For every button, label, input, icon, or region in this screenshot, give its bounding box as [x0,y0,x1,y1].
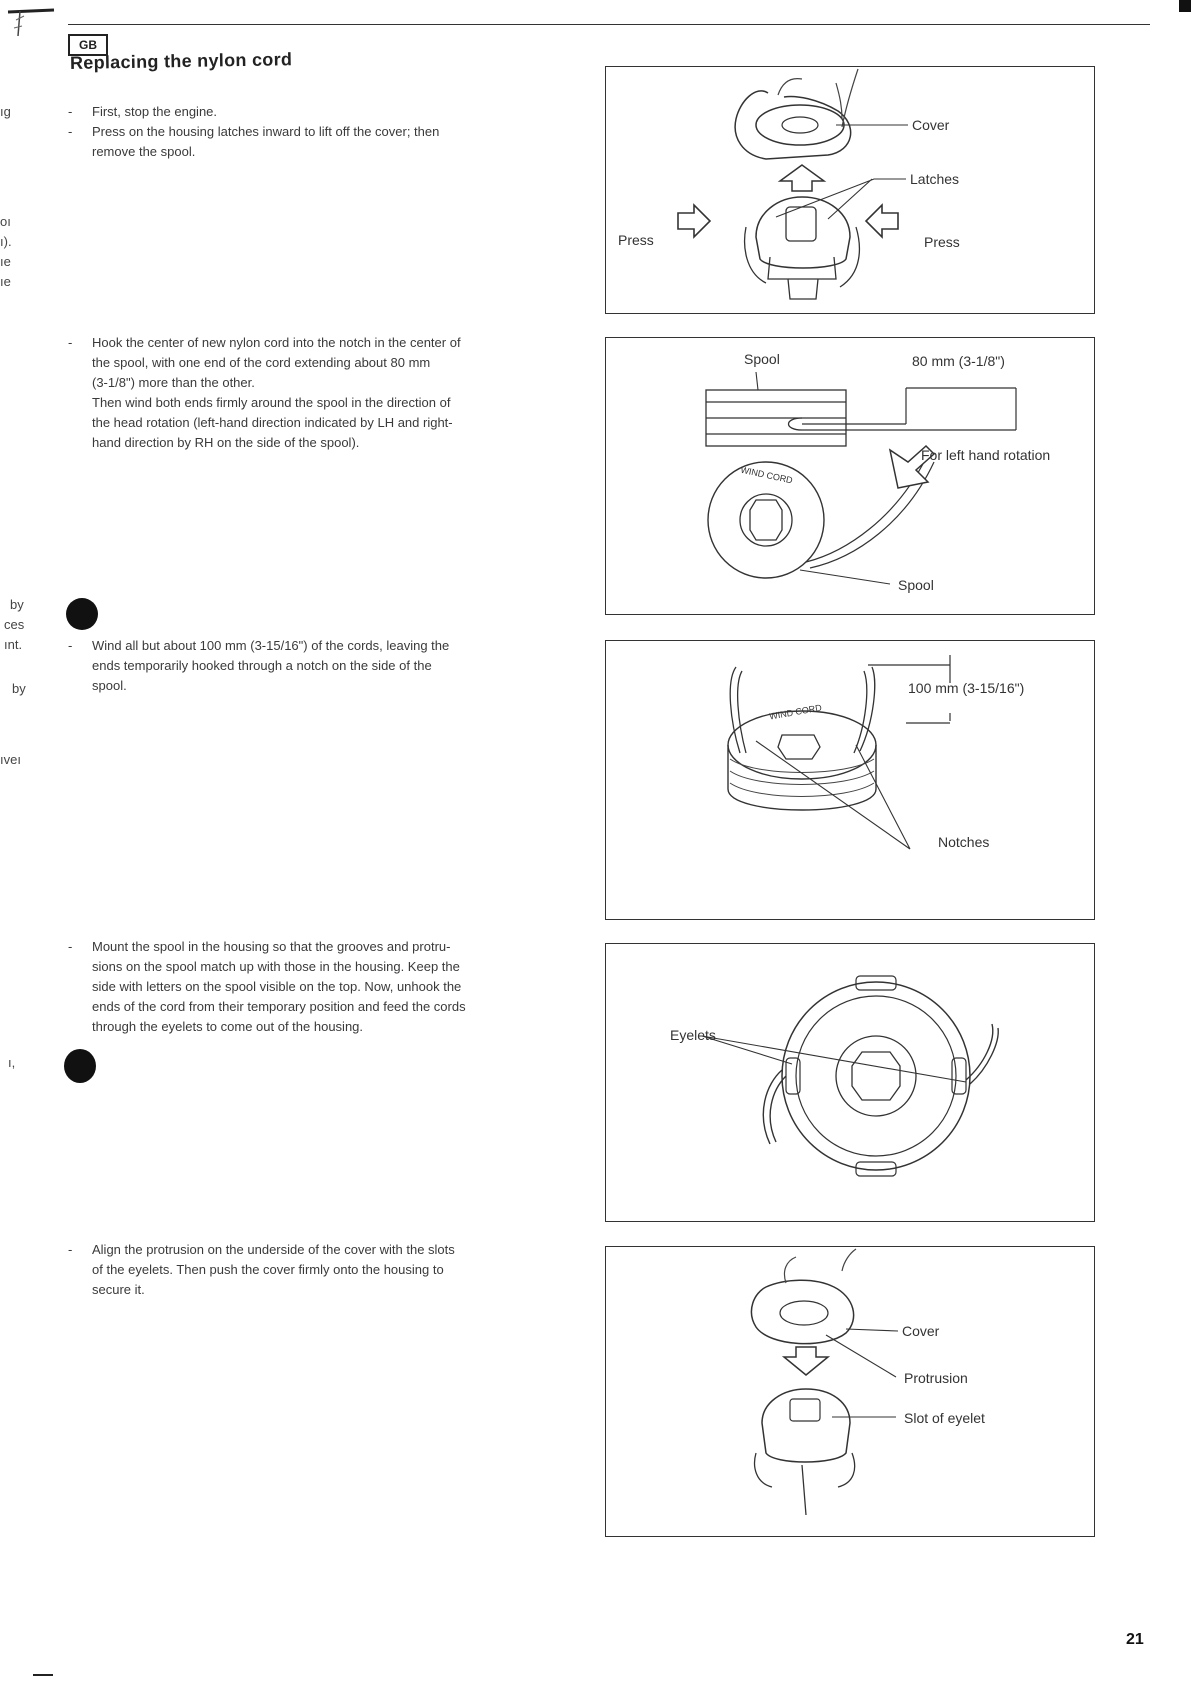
label-latches: Latches [910,171,960,187]
margin-fragment: ıg [0,104,11,119]
step-text: Hook the center of new nylon cord into the notch in the center of [92,335,461,350]
figure-eyelets [605,943,1095,1222]
figure-remove-cover [605,66,1095,314]
spool-print: WIND CORD [768,702,823,722]
margin-fragment: ı, [8,1055,16,1070]
cover-shape [756,105,844,145]
press-arrow-right-icon [678,205,710,237]
step-text: hand direction by RH on the side of the spool). [92,435,360,450]
step-text: Mount the spool in the housing so that the grooves and protru- [92,939,451,954]
step-text: Align the protrusion on the underside of the cover with the slots [92,1242,455,1257]
label-protrusion: Protrusion [904,1370,968,1386]
up-arrow-icon [780,165,824,191]
figure-4-drawing [606,944,1094,1221]
dimension-bracket [906,388,1016,430]
step-text: sions on the spool match up with those in the housing. Keep the [92,959,460,974]
label-spool-top: Spool [744,351,780,367]
margin-fragment: ıe [0,254,11,269]
spool-print: WIND CORD [739,464,794,486]
step-2: - Hook the center of new nylon cord into the notch in the center of the spool, with one end of the cord extending about 80 mm (3-1/8") more than the other. Then wind both ends firmly around the spool in the direction of the head rotation (left-hand direction indicated by LH and right- hand direction by RH on the side of the spool). [68,333,563,453]
housing-shape [762,1389,850,1462]
figure-3-drawing [606,641,1094,919]
step-4: - Mount the spool in the housing so that the grooves and protru- sions on the spool match up with those in the housing. Keep the side with letters on the spool visible on the top. Now, unhook the ends of the cord from their temporary position and feed the cords through the eyelets to come out of the housing. [68,937,563,1037]
step-text: secure it. [92,1282,145,1297]
hand-outline [735,91,851,159]
figure-notches [605,640,1095,920]
step-text: Wind all but about 100 mm (3-15/16") of the cords, leaving the [92,638,450,653]
step-text: ends temporarily hooked through a notch on the side of the [92,658,432,673]
label-spool-bottom: Spool [898,577,934,593]
label-slot-of-eyelet: Slot of eyelet [904,1410,985,1426]
header-rule [68,24,1150,25]
step-5: - Align the protrusion on the underside of the cover with the slots of the eyelets. Then push the cover firmly onto the housing to secure it. [68,1240,563,1300]
label-80mm: 80 mm (3-1/8") [912,353,1005,369]
figure-1-drawing [606,67,1094,313]
spool-body [728,711,876,779]
bottom-mark [33,1674,53,1676]
step-text: the spool, with one end of the cord extending about 80 mm [92,355,431,370]
margin-fragment: by [12,681,26,696]
corner-crop-mark [6,6,58,40]
figure-5-drawing [606,1247,1094,1536]
page-number: 21 [1126,1631,1144,1648]
step-text: side with letters on the spool visible on the top. Now, unhook the [92,979,462,994]
bullet-mark [66,598,98,630]
cover-shape [780,1301,828,1325]
margin-fragment: ces [4,617,25,632]
label-press-right: Press [924,234,960,250]
step-text: Then wind both ends firmly around the spool in the direction of [92,395,451,410]
step-text: (3-1/8") more than the other. [92,375,255,390]
label-cover: Cover [902,1323,940,1339]
edge-mark [1179,0,1191,12]
step-text: remove the spool. [92,144,196,159]
step-text: through the eyelets to come out of the housing. [92,1019,364,1034]
margin-fragment: ıe [0,274,11,289]
step-text: the head rotation (left-hand direction indicated by LH and right- [92,415,453,430]
figure-install-cover [605,1246,1095,1537]
step-text: of the eyelets. Then push the cover firmly onto the housing to [92,1262,444,1277]
margin-fragment: ıveı [0,752,21,767]
margin-fragment: oı [0,214,11,229]
step-text: ends of the cord from their temporary position and feed the cords [92,999,466,1014]
figure-2-drawing [606,338,1094,614]
step-1: - First, stop the engine. - Press on the housing latches inward to lift off the cover; then remove the spool. [68,102,563,162]
step-text: Press on the housing latches inward to lift off the cover; then [92,124,440,139]
margin-fragment: ı). [0,234,12,249]
press-arrow-left-icon [866,205,898,237]
step-3: - Wind all but about 100 mm (3-15/16") of the cords, leaving the ends temporarily hooked through a notch on the side of the spool. [68,636,563,696]
label-cover: Cover [912,117,950,133]
page-title: Replacing the nylon cord [69,49,293,73]
step-text: First, stop the engine. [92,104,218,119]
bullet-mark [64,1049,96,1083]
margin-fragment: ınt. [4,637,23,652]
step-text: spool. [92,678,127,693]
label-rotation: For left hand rotation [921,447,1051,463]
margin-fragment: by [10,597,24,612]
label-press-left: Press [618,232,654,248]
label-notches: Notches [938,834,990,850]
housing-outer [782,982,970,1170]
label-eyelets: Eyelets [670,1027,716,1043]
language-badge: GB [68,34,108,56]
down-arrow-icon [784,1347,828,1375]
label-100mm: 100 mm (3-15/16") [908,680,1025,696]
figure-wind-cord [605,337,1095,615]
